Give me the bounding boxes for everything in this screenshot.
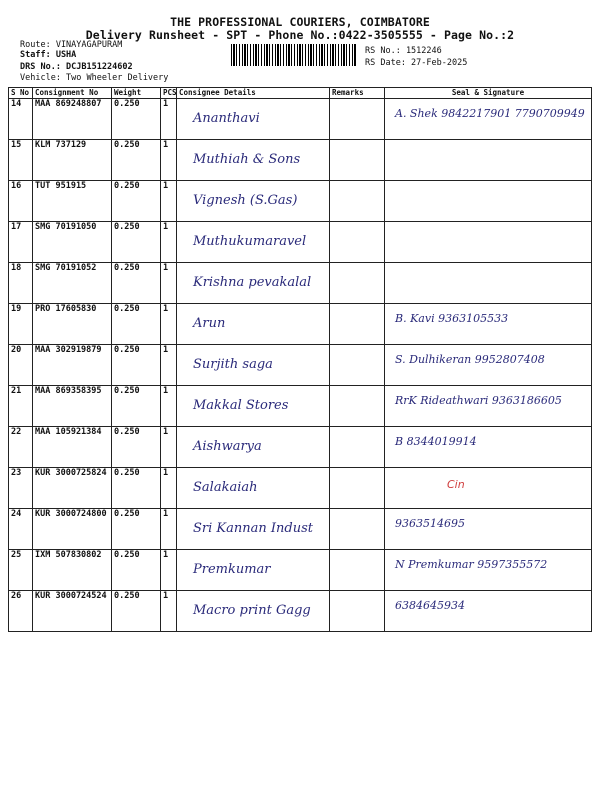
consignee-handwriting: Macro print Gagg [193,603,311,618]
cell-consignment [33,181,112,222]
cell-consignee [177,99,330,140]
cell-consignee [177,386,330,427]
cell-consignee [177,427,330,468]
cell-consignee [177,509,330,550]
cell-consignment-text: KUR 3000724524 [35,591,107,601]
cell-sno [9,550,33,591]
cell-signature [385,427,592,468]
cell-pcs [161,345,177,386]
table-row [9,591,592,632]
signature-handwriting [387,140,589,148]
cell-sno [9,427,33,468]
signature-handwriting: 6384645934 [395,599,465,612]
cell-remarks [330,263,385,304]
cell-pcs [161,386,177,427]
cell-signature [385,550,592,591]
cell-signature [385,386,592,427]
consignee-handwriting: Ananthavi [193,111,260,126]
cell-sno-text: 18 [11,263,22,273]
cell-weight-text: 0.250 [114,222,140,232]
signature-handwriting: B. Kavi 9363105533 [395,312,509,325]
table-row [9,468,592,509]
cell-consignment [33,263,112,304]
signature-handwriting: A. Shek 9842217901 7790709949 [395,107,585,120]
signature-handwriting: RrK Rideathwari 9363186605 [395,394,562,407]
table-row [9,345,592,386]
table-row [9,304,592,345]
cell-sno [9,181,33,222]
cell-pcs-text: 1 [163,591,169,601]
signature-handwriting [387,181,589,189]
consignee-handwriting: Aishwarya [193,439,262,454]
cell-pcs [161,140,177,181]
cell-sno-text: 22 [11,427,22,437]
cell-remarks [330,99,385,140]
cell-consignment [33,550,112,591]
cell-pcs-text: 1 [163,99,169,109]
cell-consignment-text: KUR 3000725824 [35,468,107,478]
cell-pcs [161,468,177,509]
cell-weight [112,386,161,427]
cell-pcs [161,550,177,591]
cell-weight [112,263,161,304]
cell-sno-text: 21 [11,386,22,396]
table-header [9,88,592,99]
cell-pcs [161,509,177,550]
cell-weight-text: 0.250 [114,304,140,314]
cell-weight-text: 0.250 [114,99,140,109]
cell-consignee [177,222,330,263]
drs-label: DRS No.: DCJB151224602 [20,62,133,72]
consignee-handwriting: Muthukumaravel [193,234,307,249]
cell-consignment-text: KUR 3000724800 [35,509,107,519]
consignee-handwriting: Makkal Stores [193,398,289,413]
cell-consignment-text: MAA 869248807 [35,99,102,109]
cell-signature [385,99,592,140]
cell-remarks [330,591,385,632]
cell-weight-text: 0.250 [114,468,140,478]
cell-weight [112,591,161,632]
cell-signature [385,509,592,550]
cell-pcs [161,263,177,304]
cell-signature [385,140,592,181]
runsheet-title: Delivery Runsheet - SPT - Phone No.:0422-3505555 - Page No.:2 [85,28,515,42]
signature-handwriting: N Premkumar 9597355572 [395,558,548,571]
signature-handwriting [387,222,589,230]
route-label: Route: VINAYAGAPURAM [20,40,123,50]
cell-weight-text: 0.250 [114,140,140,150]
cell-weight [112,345,161,386]
cell-weight-text: 0.250 [114,386,140,396]
consignee-handwriting: Krishna pevakalal [193,275,312,290]
col-weight: Weight [112,88,161,99]
table-row [9,181,592,222]
consignee-handwriting: Surjith saga [193,357,273,372]
cell-consignee [177,550,330,591]
cell-sno [9,304,33,345]
cell-remarks [330,468,385,509]
cell-weight-text: 0.250 [114,427,140,437]
cell-sno [9,468,33,509]
cell-signature [385,222,592,263]
cell-signature [385,345,592,386]
cell-pcs-text: 1 [163,509,169,519]
cell-weight [112,550,161,591]
cell-pcs-text: 1 [163,304,169,314]
cell-sno-text: 14 [11,99,22,109]
table-row [9,386,592,427]
cell-weight-text: 0.250 [114,509,140,519]
runsheet-table [8,87,592,632]
cell-consignment-text: TUT 951915 [35,181,87,191]
col-signature: Seal & Signature [385,88,592,99]
cell-consignment [33,99,112,140]
table-row [9,550,592,591]
cell-remarks [330,181,385,222]
cell-consignment-text: MAA 105921384 [35,427,102,437]
cell-consignment [33,304,112,345]
cell-pcs-text: 1 [163,550,169,560]
cell-consignee [177,591,330,632]
cell-consignment-text: SMG 70191052 [35,263,97,273]
cell-remarks [330,140,385,181]
cell-remarks [330,427,385,468]
cell-consignee [177,304,330,345]
table-row [9,427,592,468]
cell-weight-text: 0.250 [114,550,140,560]
cell-weight-text: 0.250 [114,591,140,601]
cell-sno [9,386,33,427]
cell-pcs-text: 1 [163,140,169,150]
cell-sno-text: 15 [11,140,22,150]
cell-pcs-text: 1 [163,386,169,396]
col-remarks: Remarks [330,88,385,99]
cell-remarks [330,222,385,263]
cell-consignment [33,386,112,427]
table-row [9,222,592,263]
cell-weight [112,468,161,509]
cell-sno [9,222,33,263]
col-pcs: PCS [161,88,177,99]
consignee-handwriting: Arun [193,316,226,331]
cell-sno-text: 20 [11,345,22,355]
cell-signature [385,591,592,632]
cell-pcs [161,181,177,222]
cell-pcs-text: 1 [163,345,169,355]
table-row [9,263,592,304]
col-consignee: Consignee Details [177,88,330,99]
cell-pcs-text: 1 [163,468,169,478]
consignee-handwriting: Vignesh (S.Gas) [193,193,298,208]
cell-sno-text: 26 [11,591,22,601]
cell-signature [385,304,592,345]
cell-signature [385,468,592,509]
cell-sno [9,591,33,632]
cell-weight [112,509,161,550]
cell-sno-text: 16 [11,181,22,191]
cell-weight [112,427,161,468]
cell-consignee [177,181,330,222]
cell-consignee [177,140,330,181]
cell-pcs [161,427,177,468]
cell-weight-text: 0.250 [114,263,140,273]
cell-remarks [330,304,385,345]
staff-label: Staff: USHA [20,50,77,60]
cell-consignment-text: IXM 507830802 [35,550,102,560]
cell-weight [112,140,161,181]
signature-handwriting: B 8344019914 [395,435,477,448]
cell-remarks [330,509,385,550]
cell-consignment-text: PRO 17605830 [35,304,97,314]
consignee-handwriting: Salakaiah [193,480,258,495]
signature-handwriting: S. Dulhikeran 9952807408 [395,353,545,366]
cell-weight-text: 0.250 [114,181,140,191]
cell-consignment-text: KLM 737129 [35,140,87,150]
cell-weight [112,222,161,263]
cell-sno [9,263,33,304]
cell-consignee [177,468,330,509]
cell-consignment [33,468,112,509]
cell-weight [112,99,161,140]
cell-sno-text: 24 [11,509,22,519]
cell-pcs [161,591,177,632]
barcode [231,44,356,66]
cell-weight [112,304,161,345]
cell-consignee [177,345,330,386]
cell-pcs [161,222,177,263]
table-row [9,140,592,181]
cell-consignment [33,140,112,181]
cell-signature [385,181,592,222]
cell-consignment-text: MAA 302919879 [35,345,102,355]
signature-handwriting [387,263,589,271]
cell-sno [9,509,33,550]
table-row [9,99,592,140]
cell-remarks [330,550,385,591]
cell-signature [385,263,592,304]
rs-date: RS Date: 27-Feb-2025 [365,58,468,68]
cell-consignment [33,345,112,386]
cell-pcs-text: 1 [163,263,169,273]
cell-consignment [33,509,112,550]
consignee-handwriting: Muthiah & Sons [193,152,301,167]
cell-consignment-text: MAA 869358395 [35,386,102,396]
cell-sno [9,345,33,386]
col-consignment: Consignment No [33,88,112,99]
signature-handwriting: Cin [447,478,465,491]
col-sno: S No [9,88,33,99]
cell-sno-text: 17 [11,222,22,232]
cell-sno [9,99,33,140]
company-title: THE PROFESSIONAL COURIERS, COIMBATORE [170,15,430,29]
cell-pcs [161,304,177,345]
cell-remarks [330,345,385,386]
cell-remarks [330,386,385,427]
cell-sno-text: 23 [11,468,22,478]
consignee-handwriting: Premkumar [193,562,271,577]
consignee-handwriting: Sri Kannan Indust [193,521,313,536]
cell-consignment [33,427,112,468]
cell-sno-text: 25 [11,550,22,560]
cell-consignment-text: SMG 70191050 [35,222,97,232]
cell-weight [112,181,161,222]
cell-sno [9,140,33,181]
cell-weight-text: 0.250 [114,345,140,355]
cell-pcs-text: 1 [163,181,169,191]
cell-consignment [33,222,112,263]
cell-pcs-text: 1 [163,222,169,232]
table-row [9,509,592,550]
cell-consignee [177,263,330,304]
vehicle-label: Vehicle: Two Wheeler Delivery [20,73,169,83]
cell-consignment [33,591,112,632]
rs-number: RS No.: 1512246 [365,46,442,56]
cell-sno-text: 19 [11,304,22,314]
cell-pcs [161,99,177,140]
cell-pcs-text: 1 [163,427,169,437]
signature-handwriting: 9363514695 [395,517,465,530]
